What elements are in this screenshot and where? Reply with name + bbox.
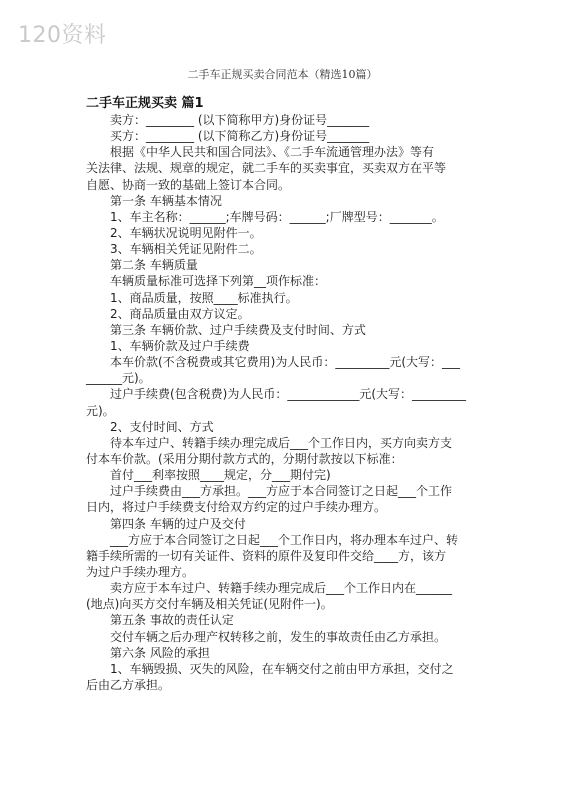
text-line: 3、车辆相关凭证见附件二。 bbox=[110, 242, 262, 257]
text-line: 关法律、法规、规章的规定，就二手车的买卖事宜，买卖双方在平等 bbox=[86, 161, 447, 176]
text-line: 卖方：________ (以下简称甲方)身份证号_______ bbox=[110, 113, 370, 127]
text-line: (地点)向买方交付车辆及相关凭证(见附件一)。 bbox=[86, 597, 333, 612]
text-line: 首付___利率按照____规定，分___期付完) bbox=[110, 468, 331, 483]
text-line: 第一条 车辆基本情况 bbox=[110, 193, 222, 208]
text-line: 为过户手续办理方。 bbox=[86, 564, 195, 579]
text-line: 自愿、协商一致的基础上签订本合同。 bbox=[86, 177, 291, 192]
text-line: 过户手续费由___方承担。___方应于本合同签订之日起___个工作 bbox=[110, 484, 453, 499]
text-line: 车辆质量标准可选择下列第__项作标准： bbox=[110, 274, 327, 289]
text-line: 1、车主名称：______;车牌号码：______;厂牌型号：_______。 bbox=[110, 209, 444, 224]
text-line: 2、车辆状况说明见附件一。 bbox=[110, 225, 262, 240]
text-line: 过户手续费(包含税费)为人民币：____________元(大写：_________ bbox=[110, 387, 467, 402]
text-line: 1、商品质量，按照____标准执行。 bbox=[110, 290, 298, 305]
text-line: 2、支付时间、方式 bbox=[110, 419, 214, 434]
text-line: 元)。 bbox=[86, 403, 115, 418]
text-line: 后由乙方承担。 bbox=[86, 677, 171, 692]
watermark-logo: 120资料 bbox=[18, 23, 107, 48]
text-line: 1、车辆毁损、灭失的风险，在车辆交付之前由甲方承担，交付之 bbox=[110, 661, 454, 676]
text-line: 待本车过户、转籍手续办理完成后___个工作日内，买方向卖方支 bbox=[110, 435, 453, 450]
text-line: 1、车辆价款及过户手续费 bbox=[110, 338, 250, 353]
text-line: 卖方应于本车过户、转籍手续办理完成后___个工作日内在______ bbox=[110, 581, 453, 596]
document-header: 二手车正规买卖合同范本（精选10篇） bbox=[187, 68, 378, 81]
text-line: ______元)。 bbox=[86, 371, 151, 386]
text-line: 本车价款(不含税费或其它费用)为人民币：_________元(大写：___ bbox=[110, 355, 461, 370]
paragraph-lines bbox=[86, 112, 481, 693]
section-title: 二手车正规买卖 篇1 bbox=[86, 96, 204, 111]
text-line: 买方：________ (以下简称乙方)身份证号_______ bbox=[110, 129, 370, 144]
text-line: 交付车辆之后办理产权转移之前，发生的事故责任由乙方承担。 bbox=[110, 629, 447, 644]
text-line: 付本车价款。(采用分期付款方式的，分期付款按以下标准： bbox=[86, 451, 403, 466]
text-line: 第三条 车辆价款、过户手续费及支付时间、方式 bbox=[110, 322, 366, 337]
text-line: 日内，将过户手续费支付给双方约定的过户手续办理方。 bbox=[86, 500, 387, 515]
text-line: 籍手续所需的一切有关证件、资料的原件及复印件交给____方，该方 bbox=[86, 548, 447, 563]
text-line: 根据《中华人民共和国合同法》、《二手车流通管理办法》等有 bbox=[110, 145, 435, 160]
text-line: 第四条 车辆的过户及交付 bbox=[110, 516, 246, 531]
text-line: ___方应于本合同签订之日起___个工作日内，将办理本车过户、转 bbox=[110, 532, 459, 547]
text-line: 第五条 事故的责任认定 bbox=[110, 613, 234, 628]
document-body bbox=[86, 96, 481, 693]
text-line: 第二条 车辆质量 bbox=[110, 258, 198, 273]
text-line: 第六条 风险的承担 bbox=[110, 645, 210, 660]
text-line: 2、商品质量由双方议定。 bbox=[110, 306, 250, 321]
